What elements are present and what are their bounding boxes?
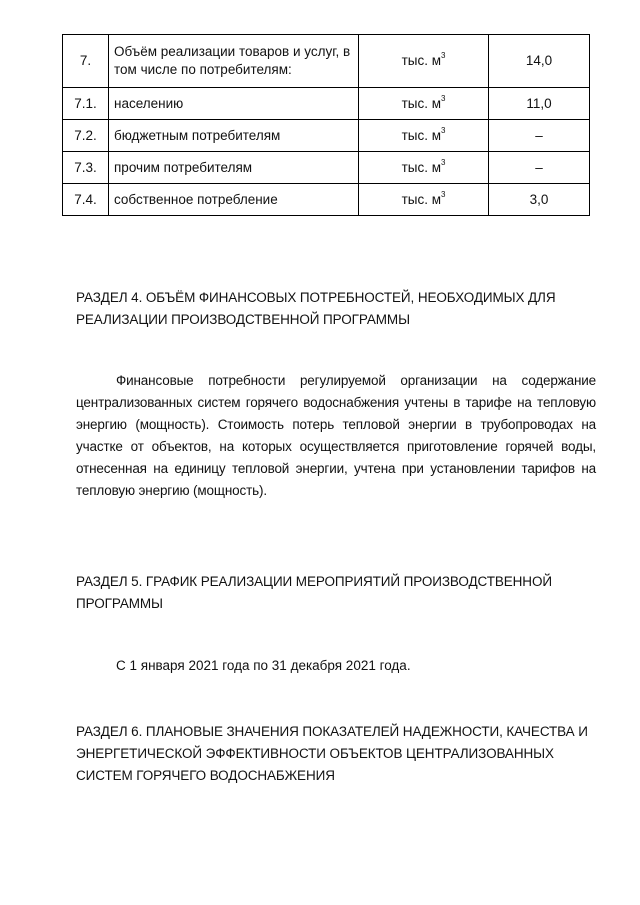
table-row — [63, 152, 590, 184]
row-value: – — [489, 152, 590, 184]
row-name: Объём реализации товаров и услуг, в том числе по потребителям: — [109, 35, 359, 88]
section-6-heading: РАЗДЕЛ 6. ПЛАНОВЫЕ ЗНАЧЕНИЯ ПОКАЗАТЕЛЕЙ НАДЕЖНОСТИ, КАЧЕСТВА И ЭНЕРГЕТИЧЕСКОЙ ЭФФЕКТИВНОСТИ ОБЪЕКТОВ ЦЕНТРАЛИЗОВАННЫХ СИСТЕМ ГОРЯЧЕГО ВОДОСНАБЖЕНИЯ — [76, 724, 588, 783]
row-unit: тыс. $м^3$ — [359, 35, 489, 88]
row-name: бюджетным потребителям — [109, 120, 359, 152]
table-row — [63, 120, 590, 152]
row-number: 7.1. — [63, 88, 109, 120]
table-row — [63, 184, 590, 216]
row-value: 11,0 — [489, 88, 590, 120]
row-unit: тыс. $м^3$ — [359, 120, 489, 152]
row-value: 14,0 — [489, 35, 590, 88]
table-row — [63, 35, 590, 88]
row-value: 3,0 — [489, 184, 590, 216]
row-name: населению — [109, 88, 359, 120]
row-unit: тыс. $м^3$ — [359, 152, 489, 184]
row-name: собственное потребление — [109, 184, 359, 216]
table-row — [63, 88, 590, 120]
sales-volume-table — [62, 34, 590, 216]
section-5-heading: РАЗДЕЛ 5. ГРАФИК РЕАЛИЗАЦИИ МЕРОПРИЯТИЙ ПРОИЗВОДСТВЕННОЙ ПРОГРАММЫ — [76, 574, 552, 611]
row-value: – — [489, 120, 590, 152]
row-name: прочим потребителям — [109, 152, 359, 184]
row-number: 7. — [63, 35, 109, 88]
row-number: 7.2. — [63, 120, 109, 152]
row-number: 7.4. — [63, 184, 109, 216]
section-4-heading: РАЗДЕЛ 4. ОБЪЁМ ФИНАНСОВЫХ ПОТРЕБНОСТЕЙ, НЕОБХОДИМЫХ ДЛЯ РЕАЛИЗАЦИИ ПРОИЗВОДСТВЕННОЙ ПРОГРАММЫ — [76, 290, 556, 327]
section-4-text: Финансовые потребности регулируемой организации на содержание централизованных систем горячего водоснабжения учтены в тарифе на тепловую энергию (мощность). Стоимость потерь тепловой энергии в трубопроводах на участке от объектов, на которых осуществляется приготовление горячей воды, отнесенная на единицу тепловой энергии, учтена при установлении тарифов на тепловую энергию (мощность). — [76, 373, 596, 498]
section-5-text: С 1 января 2021 года по 31 декабря 2021 года. — [116, 658, 411, 673]
row-unit: тыс. $м^3$ — [359, 88, 489, 120]
row-number: 7.3. — [63, 152, 109, 184]
row-unit: тыс. $м^3$ — [359, 184, 489, 216]
